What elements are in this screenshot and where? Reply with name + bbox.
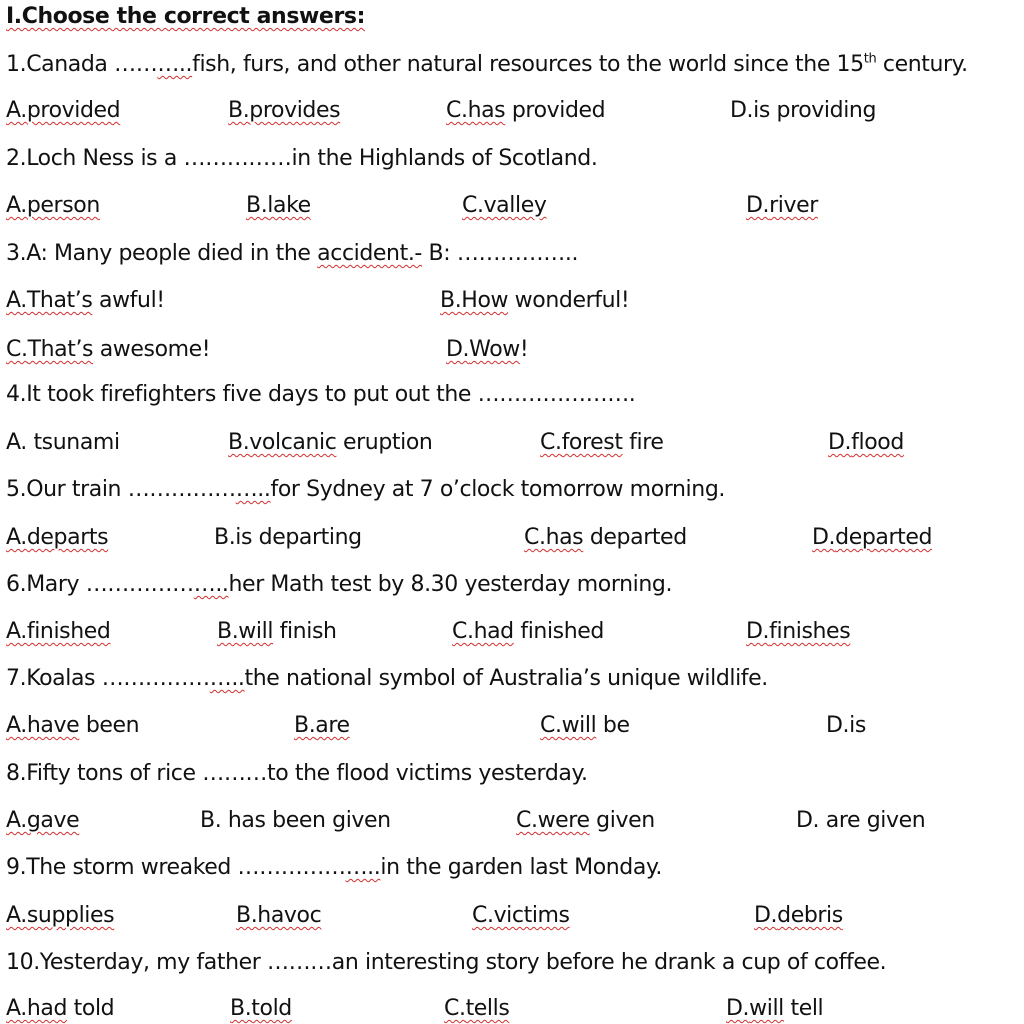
q2-option-d[interactable]: D.river [746,193,818,218]
q9-option-d[interactable]: D.debris [754,903,843,928]
q4-option-c[interactable]: C.forest fire [540,430,664,455]
q8-option-c[interactable]: C.were given [516,808,655,833]
question-6-text: 6.Mary …………… [6,572,194,597]
q3-option-c[interactable]: C.That’s awesome! [6,337,211,362]
q7-option-b[interactable]: B.are [294,713,350,738]
q9-option-b[interactable]: B.havoc [236,903,322,928]
q1-option-a[interactable]: A.provided [6,98,121,123]
title-text: I.Choose the correct answers: [6,4,365,29]
question-1 [6,50,968,80]
q8-option-a[interactable]: A.gave [6,808,80,833]
question-1-text: 1.Canada …… [6,52,158,77]
question-8 [6,759,588,789]
q6-option-a[interactable]: A.finished [6,619,111,644]
question-2 [6,144,597,174]
question-3-text: B: …………….. [421,241,579,266]
question-1-superscript: th [863,51,877,67]
question-9-blank: ….. [345,855,381,880]
q10-option-c[interactable]: C.tells [444,996,510,1021]
q5-option-d[interactable]: D.departed [812,525,933,550]
q6-option-c[interactable]: C.had finished [452,619,604,644]
question-5 [6,475,725,505]
q4-option-b[interactable]: B.volcanic eruption [228,430,433,455]
question-6-text: her Math test by 8.30 yesterday morning. [228,572,673,597]
question-7-blank: ….. [209,666,245,691]
q5-option-c[interactable]: C.has departed [524,525,687,550]
question-4 [6,380,635,410]
q3-option-a[interactable]: A.That’s awful! [6,288,165,313]
q7-option-a[interactable]: A.have been [6,713,140,738]
question-5-text: 5.Our train …………… [6,477,236,502]
q4-option-d[interactable]: D.flood [828,430,904,455]
q8-option-b[interactable]: B. has been given [200,808,391,833]
question-1-text: century. [876,52,968,77]
question-5-text: for Sydney at 7 o’clock tomorrow morning. [270,477,725,502]
question-3 [6,239,578,269]
question-7 [6,664,768,694]
q7-option-c[interactable]: C.will be [540,713,630,738]
q10-option-d[interactable]: D.will tell [726,996,824,1021]
q2-option-a[interactable]: A.person [6,193,100,218]
q6-option-d[interactable]: D.finishes [746,619,851,644]
q10-option-a[interactable]: A.had told [6,996,115,1021]
question-10 [6,948,886,978]
question-1-text: fish, furs, and other natural resources to the world since the 15 [192,52,864,77]
q5-option-a[interactable]: A.departs [6,525,109,550]
question-7-text: the national symbol of Australia’s unique wildlife. [244,666,768,691]
q7-option-d[interactable]: D.is [826,713,866,738]
question-5-blank: ….. [235,477,271,502]
question-6-blank: ….. [193,572,229,597]
question-3-accident: accident.- [317,241,422,266]
question-9-text: in the garden last Monday. [380,855,663,880]
question-9-text: 9.The storm wreaked …………… [6,855,346,880]
q2-option-c[interactable]: C.valley [462,193,547,218]
q3-option-b[interactable]: B.How wonderful! [440,288,630,313]
q4-option-a[interactable]: A. tsunami [6,430,120,455]
question-1-blank: ….. [157,52,193,77]
question-9 [6,853,662,883]
q9-option-a[interactable]: A.supplies [6,903,115,928]
q5-option-b[interactable]: B.is departing [214,525,362,550]
question-7-text: 7.Koalas …………… [6,666,210,691]
question-10-text: 10.Yesterday, my father ………an interesting story before he drank a cup of coffee. [6,950,887,975]
question-8-text: 8.Fifty tons of rice ………to the flood victims yesterday. [6,761,588,786]
question-3-text: 3.A: Many people died in the [6,241,318,266]
q2-option-b[interactable]: B.lake [246,193,311,218]
q6-option-b[interactable]: B.will finish [217,619,337,644]
question-2-text: 2.Loch Ness is a ……………in the Highlands of Scotland. [6,146,598,171]
q3-option-d[interactable]: D.Wow! [446,337,529,362]
q1-option-d[interactable]: D.is providing [730,98,877,123]
question-4-text: 4.It took firefighters five days to put out the …………………. [6,382,636,407]
q1-option-b[interactable]: B.provides [228,98,341,123]
q9-option-c[interactable]: C.victims [472,903,570,928]
q8-option-d[interactable]: D. are given [796,808,926,833]
worksheet-title [6,2,365,32]
question-6 [6,570,672,600]
q10-option-b[interactable]: B.told [230,996,292,1021]
q1-option-c[interactable]: C.has provided [446,98,606,123]
